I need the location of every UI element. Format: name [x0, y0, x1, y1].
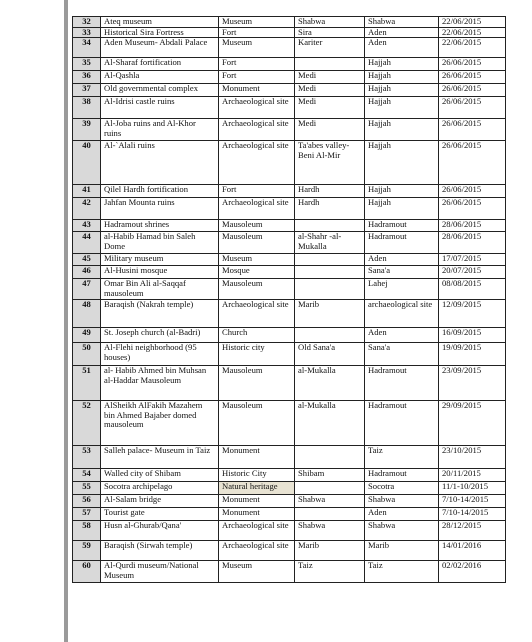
cell-date: 11/1-10/2015 [439, 482, 506, 495]
cell-type: Mausoleum [219, 232, 295, 254]
table-row [73, 198, 506, 220]
cell-date: 26/06/2015 [439, 185, 506, 198]
table-row [73, 495, 506, 508]
cell-governorate: Hajjah [365, 198, 439, 220]
cell-governorate: Shabwa [365, 495, 439, 508]
table-row [73, 97, 506, 119]
cell-governorate: Hadramout [365, 366, 439, 401]
cell-type: Mausoleum [219, 401, 295, 446]
cell-type: Archaeological site [219, 541, 295, 561]
cell-district: Shabwa [295, 495, 365, 508]
cell-type: Monument [219, 84, 295, 97]
cell-district: Kariter [295, 38, 365, 58]
cell-date: 7/10-14/2015 [439, 508, 506, 521]
cell-type: Monument [219, 495, 295, 508]
cell-governorate: Hadramout [365, 469, 439, 482]
cell-governorate: Aden [365, 27, 439, 38]
cell-num: 43 [73, 220, 101, 232]
cell-date: 26/06/2015 [439, 141, 506, 185]
cell-num: 35 [73, 58, 101, 71]
cell-governorate: Marib [365, 541, 439, 561]
cell-name: Al-Salam bridge [101, 495, 219, 508]
cell-num: 46 [73, 266, 101, 279]
table-row [73, 58, 506, 71]
cell-num: 51 [73, 366, 101, 401]
table-row [73, 508, 506, 521]
cell-governorate: Hajjah [365, 185, 439, 198]
cell-type: Archaeological site [219, 300, 295, 328]
cell-num: 42 [73, 198, 101, 220]
cell-governorate: Aden [365, 508, 439, 521]
cell-name: Al-Sharaf fortification [101, 58, 219, 71]
cell-name: Ateq museum [101, 17, 219, 28]
cell-name: Omar Bin Ali al-Saqqaf mausoleum [101, 279, 219, 300]
table-row [73, 232, 506, 254]
cell-type: Archaeological site [219, 97, 295, 119]
cell-district: al-Mukalla [295, 401, 365, 446]
cell-type: Monument [219, 508, 295, 521]
document-page [68, 0, 532, 642]
cell-num: 59 [73, 541, 101, 561]
cell-type: Fort [219, 58, 295, 71]
table-row [73, 521, 506, 541]
cell-name: Jahfan Mounta ruins [101, 198, 219, 220]
cell-name: Military museum [101, 254, 219, 266]
cell-type: Church [219, 328, 295, 343]
cell-district [295, 58, 365, 71]
cell-date: 20/07/2015 [439, 266, 506, 279]
table-row [73, 71, 506, 84]
cell-date: 29/09/2015 [439, 401, 506, 446]
cell-governorate: Hajjah [365, 84, 439, 97]
cell-date: 26/06/2015 [439, 198, 506, 220]
cell-type: Museum [219, 38, 295, 58]
cell-type: Historic city [219, 343, 295, 366]
cell-type: Mausoleum [219, 366, 295, 401]
table-row [73, 366, 506, 401]
cell-name: Al-Qurdi museum/National Museum [101, 561, 219, 583]
cell-district: Sira [295, 27, 365, 38]
cell-type: Mosque [219, 266, 295, 279]
cell-type: Archaeological site [219, 521, 295, 541]
cell-district: Shabwa [295, 521, 365, 541]
table-row [73, 185, 506, 198]
cell-name: al-Habib Hamad bin Saleh Dome [101, 232, 219, 254]
cell-num: 44 [73, 232, 101, 254]
cell-date: 20/11/2015 [439, 469, 506, 482]
cell-date: 19/09/2015 [439, 343, 506, 366]
table-row [73, 17, 506, 28]
cell-governorate: Lahej [365, 279, 439, 300]
cell-num: 50 [73, 343, 101, 366]
cell-num: 48 [73, 300, 101, 328]
cell-governorate: Hajjah [365, 97, 439, 119]
cell-governorate: Shabwa [365, 521, 439, 541]
cell-district: Taiz [295, 561, 365, 583]
cell-name: al- Habib Ahmed bin Muhsan al-Haddar Mausoleum [101, 366, 219, 401]
cell-governorate: Hadramout [365, 232, 439, 254]
cell-num: 39 [73, 119, 101, 141]
cell-num: 37 [73, 84, 101, 97]
cell-date: 23/09/2015 [439, 366, 506, 401]
cell-num: 41 [73, 185, 101, 198]
cell-district [295, 220, 365, 232]
cell-name: Tourist gate [101, 508, 219, 521]
cell-date: 22/06/2015 [439, 27, 506, 38]
cell-num: 52 [73, 401, 101, 446]
table-row [73, 220, 506, 232]
table-row [73, 300, 506, 328]
cell-district [295, 482, 365, 495]
cell-governorate: Hajjah [365, 58, 439, 71]
cell-name: Husn al-Ghurab/Qana' [101, 521, 219, 541]
cell-name: Socotra archipelago [101, 482, 219, 495]
cell-type: Archaeological site [219, 141, 295, 185]
cell-num: 54 [73, 469, 101, 482]
cell-num: 32 [73, 17, 101, 28]
cell-governorate: archaeological site [365, 300, 439, 328]
cell-type: Archaeological site [219, 119, 295, 141]
table-row [73, 482, 506, 495]
cell-district: Hardh [295, 185, 365, 198]
cell-governorate: Sana'a [365, 343, 439, 366]
cell-date: 23/10/2015 [439, 446, 506, 469]
cell-district: Medi [295, 84, 365, 97]
table-row [73, 38, 506, 58]
cell-type: Historic City [219, 469, 295, 482]
table-row [73, 119, 506, 141]
cell-num: 38 [73, 97, 101, 119]
cell-name: AlSheikh AlFakih Mazahem bin Ahmed Bajaber domed mausoleum [101, 401, 219, 446]
cell-name: Hadramout shrines [101, 220, 219, 232]
cell-date: 17/07/2015 [439, 254, 506, 266]
cell-date: 28/06/2015 [439, 232, 506, 254]
cell-type: Mausoleum [219, 279, 295, 300]
cell-name: Historical Sira Fortress [101, 27, 219, 38]
cell-name: Al-Idrisi castle ruins [101, 97, 219, 119]
cell-governorate: Sana'a [365, 266, 439, 279]
cell-date: 22/06/2015 [439, 17, 506, 28]
cell-date: 22/06/2015 [439, 38, 506, 58]
cell-name: Al-`Alali ruins [101, 141, 219, 185]
cell-name: Al-Joba ruins and Al-Khor ruins [101, 119, 219, 141]
table-row [73, 446, 506, 469]
cell-governorate: Socotra [365, 482, 439, 495]
cell-date: 28/12/2015 [439, 521, 506, 541]
cell-date: 26/06/2015 [439, 97, 506, 119]
cell-num: 45 [73, 254, 101, 266]
table-row [73, 343, 506, 366]
cell-governorate: Taiz [365, 561, 439, 583]
cell-num: 47 [73, 279, 101, 300]
cell-district: Shibam [295, 469, 365, 482]
cell-governorate: Taiz [365, 446, 439, 469]
cell-name: Baraqish (Nakrah temple) [101, 300, 219, 328]
cell-district: Marib [295, 541, 365, 561]
cell-governorate: Aden [365, 254, 439, 266]
cell-district: Old Sana'a [295, 343, 365, 366]
table-body [73, 17, 506, 583]
cell-name: Aden Museum- Abdali Palace [101, 38, 219, 58]
cell-date: 28/06/2015 [439, 220, 506, 232]
cell-num: 60 [73, 561, 101, 583]
cell-date: 7/10-14/2015 [439, 495, 506, 508]
cell-type: Museum [219, 561, 295, 583]
cell-type: Mausoleum [219, 220, 295, 232]
table-row [73, 141, 506, 185]
cell-governorate: Hajjah [365, 71, 439, 84]
cell-type: Museum [219, 254, 295, 266]
table-row [73, 266, 506, 279]
table-row [73, 469, 506, 482]
cell-type: Natural heritage [219, 482, 295, 495]
cell-num: 55 [73, 482, 101, 495]
cell-name: St. Joseph church (al-Badri) [101, 328, 219, 343]
cell-num: 34 [73, 38, 101, 58]
cell-governorate: Shabwa [365, 17, 439, 28]
cell-date: 14/01/2016 [439, 541, 506, 561]
cell-num: 49 [73, 328, 101, 343]
cell-name: Al-Qashla [101, 71, 219, 84]
cell-district [295, 279, 365, 300]
cell-governorate: Aden [365, 328, 439, 343]
cell-date: 26/06/2015 [439, 119, 506, 141]
table-row [73, 279, 506, 300]
cell-governorate: Hajjah [365, 141, 439, 185]
cell-num: 40 [73, 141, 101, 185]
cell-date: 02/02/2016 [439, 561, 506, 583]
cell-date: 26/06/2015 [439, 58, 506, 71]
cell-governorate: Hadramout [365, 401, 439, 446]
cell-district [295, 254, 365, 266]
cell-name: Salleh palace- Museum in Taiz [101, 446, 219, 469]
cell-type: Fort [219, 27, 295, 38]
cell-date: 26/06/2015 [439, 71, 506, 84]
cell-district: Medi [295, 71, 365, 84]
cell-governorate: Aden [365, 38, 439, 58]
table-row [73, 561, 506, 583]
cell-name: Al-Husini mosque [101, 266, 219, 279]
cell-type: Fort [219, 185, 295, 198]
cell-date: 16/09/2015 [439, 328, 506, 343]
cell-name: Walled city of Shibam [101, 469, 219, 482]
cell-num: 36 [73, 71, 101, 84]
cell-name: Baraqish (Sirwah temple) [101, 541, 219, 561]
cell-type: Archaeological site [219, 198, 295, 220]
table-row [73, 254, 506, 266]
heritage-sites-table [72, 16, 506, 583]
cell-num: 58 [73, 521, 101, 541]
cell-date: 26/06/2015 [439, 84, 506, 97]
cell-num: 57 [73, 508, 101, 521]
cell-type: Fort [219, 71, 295, 84]
table-row [73, 401, 506, 446]
cell-district: Medi [295, 97, 365, 119]
cell-district [295, 508, 365, 521]
table-row [73, 328, 506, 343]
cell-date: 12/09/2015 [439, 300, 506, 328]
cell-district [295, 328, 365, 343]
table-row [73, 27, 506, 38]
cell-district [295, 266, 365, 279]
cell-name: Al-Flehi neighborhood (95 houses) [101, 343, 219, 366]
cell-district: al-Shahr -al-Mukalla [295, 232, 365, 254]
table-row [73, 84, 506, 97]
cell-name: Old governmental complex [101, 84, 219, 97]
cell-type: Museum [219, 17, 295, 28]
cell-date: 08/08/2015 [439, 279, 506, 300]
cell-district: al-Mukalla [295, 366, 365, 401]
cell-governorate: Hajjah [365, 119, 439, 141]
cell-num: 33 [73, 27, 101, 38]
cell-district [295, 446, 365, 469]
cell-district: Ta'abes valley-Beni Al-Mir [295, 141, 365, 185]
table-row [73, 541, 506, 561]
cell-district: Shabwa [295, 17, 365, 28]
cell-num: 56 [73, 495, 101, 508]
cell-district: Medi [295, 119, 365, 141]
cell-type: Monument [219, 446, 295, 469]
cell-num: 53 [73, 446, 101, 469]
cell-district: Marib [295, 300, 365, 328]
cell-district: Hardh [295, 198, 365, 220]
cell-name: Qilel Hardh fortification [101, 185, 219, 198]
cell-governorate: Hadramout [365, 220, 439, 232]
